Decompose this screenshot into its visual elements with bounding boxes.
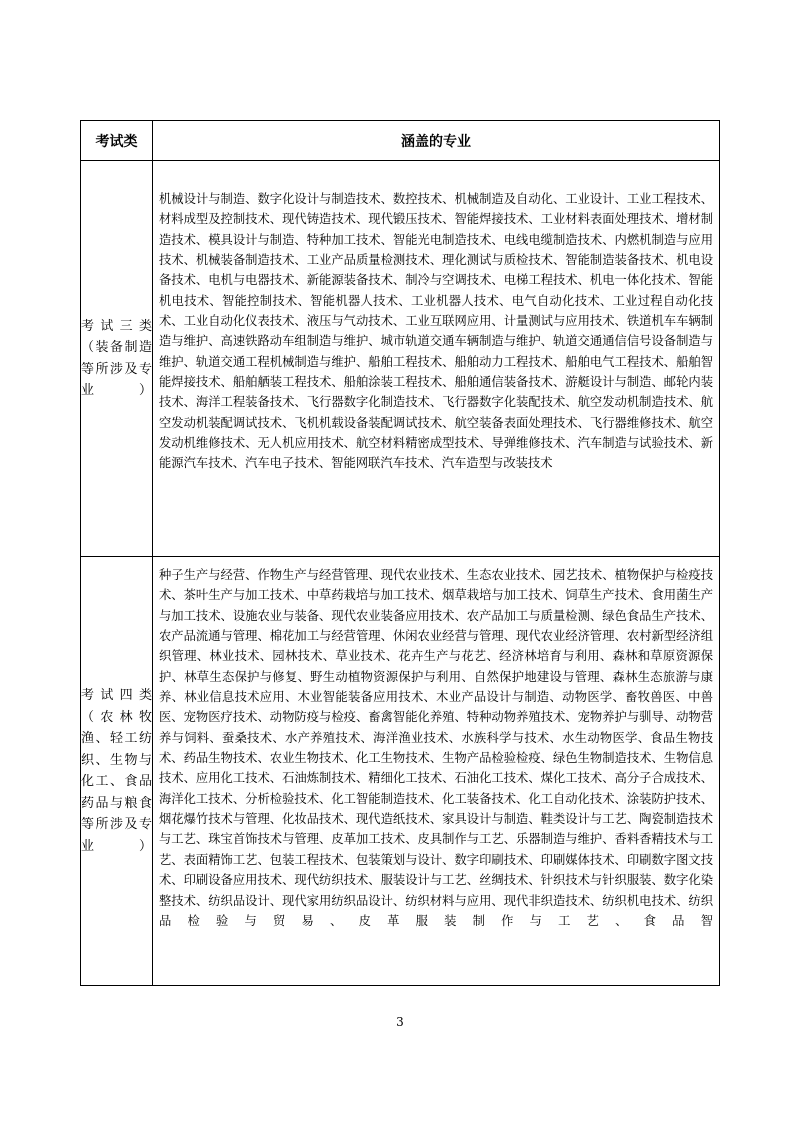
category-cell: 考试三类（装备制造等所涉及专业） [81,161,153,557]
category-cell: 考试四类（农林牧渔、轻工纺织、生物与化工、食品药品与粮食等所涉及专业） [81,557,153,986]
majors-list: 种子生产与经营、作物生产与经营管理、现代农业技术、生态农业技术、园艺技术、植物保护与检疫技术、茶叶生产与加工技术、中草药栽培与加工技术、烟草栽培与加工技术、饲草生产技术、食用菌生产与加工技术、设施农业与装备、现代农业装备应用技术、农产品加工与质量检测、绿色食品生产技术、农产品流通与管理、棉花加工与经营管理、休闲农业经营与管理、现代农业经济管理、农村新型经济组织管理、林业技术、园林技术、草业技术、花卉生产与花艺、经济林培育与利用、森林和草原资源保护、林草生态保护与修复、野生动植物资源保护与利用、自然保护地建设与管理、森林生态旅游与康养、林业信息技术应用、木业智能装备应用技术、木业产品设计与制造、动物医学、畜牧兽医、中兽医、宠物医疗技术、动物防疫与检疫、畜禽智能化养殖、特种动物养殖技术、宠物养护与驯导、动物营养与饲料、蚕桑技术、水产养殖技术、海洋渔业技术、水族科学与技术、水生动物医学、食品生物技术、药品生物技术、农业生物技术、化工生物技术、生物产品检验检疫、绿色生物制造技术、生物信息技术、应用化工技术、石油炼制技术、精细化工技术、石油化工技术、煤化工技术、高分子合成技术、海洋化工技术、分析检验技术、化工智能制造技术、化工装备技术、化工自动化技术、涂装防护技术、烟花爆竹技术与管理、化妆品技术、现代造纸技术、家具设计与制造、鞋类设计与工艺、陶瓷制造技术与工艺、珠宝首饰技术与管理、皮革加工技术、皮具制作与工艺、乐器制造与维护、香料香精技术与工艺、表面精饰工艺、包装工程技术、包装策划与设计、数字印刷技术、印刷媒体技术、印刷数字图文技术、印刷设备应用技术、现代纺织技术、服装设计与工艺、丝绸技术、针织技术与针织服装、数字化染整技术、纺织品设计、现代家用纺织品设计、纺织材料与应用、现代非织造技术、纺织机电技术、纺织品检验与贸易、皮革服装制作与工艺、食品智 [159,568,713,928]
majors-list: 机械设计与制造、数字化设计与制造技术、数控技术、机械制造及自动化、工业设计、工业工程技术、材料成型及控制技术、现代铸造技术、现代锻压技术、智能焊接技术、工业材料表面处理技术、增材制造技术、模具设计与制造、特种加工技术、智能光电制造技术、电线电缆制造技术、内燃机制造与应用技术、机械装备制造技术、工业产品质量检测技术、理化测试与质检技术、智能制造装备技术、机电设备技术、电机与电器技术、新能源装备技术、制冷与空调技术、电梯工程技术、机电一体化技术、智能机电技术、智能控制技术、智能机器人技术、工业机器人技术、电气自动化技术、工业过程自动化技术、工业自动化仪表技术、液压与气动技术、工业互联网应用、计量测试与应用技术、铁道机车车辆制造与维护、高速铁路动车组制造与维护、城市轨道交通车辆制造与维护、轨道交通通信信号设备制造与维护、轨道交通工程机械制造与维护、船舶工程技术、船舶动力工程技术、船舶电气工程技术、船舶智能焊接技术、船舶舾装工程技术、船舶涂装工程技术、船舶通信装备技术、游艇设计与制造、邮轮内装技术、海洋工程装备技术、飞行器数字化制造技术、飞行器数字化装配技术、航空发动机制造技术、航空发动机装配调试技术、飞机机载设备装配调试技术、航空装备表面处理技术、飞行器维修技术、航空发动机维修技术、无人机应用技术、航空材料精密成型技术、导弹维修技术、汽车制造与试验技术、新能源汽车技术、汽车电子技术、智能网联汽车技术、汽车造型与改装技术 [159,192,713,471]
table-row [81,557,720,986]
majors-table [80,120,720,986]
header-category: 考试类 [81,121,153,161]
majors-cell [153,161,720,557]
majors-cell [153,557,720,986]
page-number: 3 [396,1015,404,1029]
table-header-row [81,121,720,161]
table-row [81,161,720,557]
header-majors: 涵盖的专业 [153,121,720,161]
